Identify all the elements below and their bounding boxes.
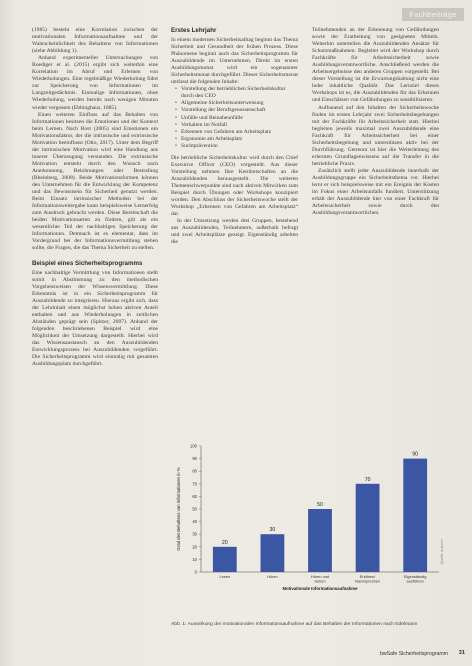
page-number: 31 (458, 650, 465, 656)
x-tick-label: Lesen (219, 574, 231, 579)
y-tick-label: 90 (192, 456, 197, 462)
paragraph: Eine nachhaltige Vermittlung von Informationen stellt somit in Abstimmung zu den methodischen Vorgehensweisen der Wissensvermittlung. Diese Erkenntnis ist in ein Sicherheitsprogramm für Auszubildende zu integrieren. Hieraus ergibt sich, dass der Lehrinhalt einen möglichst hohen aktiven Anteil enthalten und aus Wiederholungen in zeitlichen Abständen geprägt sein (Spitzer, 2007). Anhand der folgenden beschriebenen Beispiel wird eine Möglichkeit der Umsetzung dargestellt. Hierbei wird das Wissensaustausch an den Auszubildenden Entwicklungsprozess bei Auszubildenden vorgeführt. Die Sicherheitsprogramm wird einmalig mit gesamten Ausbildungsplatz durchgeführt. (32, 269, 158, 368)
paragraph: In der Umsetzung werden drei Gruppen, bestehend aus Auszubildenden, Teilnehmern, außerhalb befragt und zwei Arbeitsplätze gezeigt. Eigenständig arbeiten die (171, 218, 298, 246)
paragraph: In einem modernen Sicherheitsalltag beginnt das Thema Sicherheit und Gesundheit der frühen Prozess. Diese Phänomene beginnt auch das Sicherheitsprogramm für Auszubildende im Unternehmen. Direkt im ersten Ausbildungsmonat wird ein sogenannter Sicherheitsmonat durchgeführt. Dieser Sicherheitsmonat umfasst die folgenden Inhalte: (171, 37, 298, 86)
section-heading: Beispiel eines Sicherheitsprogramms (32, 259, 143, 267)
paragraph: Einen weiteren Einfluss auf das Behalten von Informationen besitzen die Emotionen und der Kontext beim Lernen. Nach Rost (2005) sind Emotionen ein Motivationsfaktor, der die intrinsische und extrinsische Motivation beeinflusst (Otto, 2017). Unter dem Begriff der intrinsischen Motivation wird eine Handlung aus innerer Überzeugung verstanden. Die extrinsische Motivation entsteht durch den Wunsch nach Anerkennung, Belohnungen oder Bestrafung (Rheinberg, 2008). Beide Motivationsformen können den Unternehmen für die Entwicklung der Kompetenz und das Bewusstsein für Sicherheit genutzt werden. Beim Einsatz intrinsischer Methoden bei der Informationsweitergabe kann beispielsweise Lernerfolg zum Ausdruck gebracht werden. Diese Bereitschaft die beiden Motivationsarten zu fördern, gilt als ein wesentlicher Teil der nachhaltigen Speicherung der Informationen. Demnach ist es elementar, dass im Vordergrund bei der Informationsvermittlung stehen sollte, die Fragen, die das Thema Sicherheit zu stellen. (32, 111, 158, 252)
paragraph: Die betriebliche Sicherheitskultur wird durch den Chief Executive Officer (CEO) vorgestellt. Aus dieser Vorstellung nehmen Ihre Kernbotschaften an die Auszubildenden herausgestellt. Die weiteren Themenschwerpunkte sind nach aktiven Mitwirken zum Beispiel durch Übungen oder Workshops konzipiert worden. Den Abschluss der Sicherheitswoche stellt der Workshop „Erkennen von Gefahren am Arbeitsplatz“ dar. (171, 154, 298, 218)
list-item: • Unfälle und Beinaheunfälle (175, 115, 298, 122)
bar-value-label: 50 (317, 502, 323, 508)
bar-value-label: 30 (269, 527, 276, 534)
bar-value-label: 90 (412, 451, 419, 458)
figure-caption: Abb. 1: Auswirkung der motivationalen Informationsaufnahme auf das Behalten der Informationen nach Edelmann (171, 622, 418, 627)
column-3 (312, 27, 439, 217)
image-credit: Quelle: Autoren (440, 539, 444, 564)
paragraph: Zusätzlich stellt jeder Auszubildende innerhalb der Ausbildungsgruppe ein Sicherheitsthema vor. Hierbei lernt er sich beispielsweise mit ein Ereignis der Kosten im Fokus einer Arbeitsunfalls fundiert. Unterstützung erhält der Auszubildende hier von einer Fachkraft für Arbeitssicherheit sowie durch den Ausbildungsverantwortlichen. (312, 167, 439, 217)
list-item: • Suchtprävention (175, 143, 298, 150)
column-1 (32, 27, 158, 368)
list-item: • Verhalten im Notfall (175, 122, 298, 129)
x-tick-label: Nachsprechen (355, 578, 381, 584)
x-tick-label: Hören und (310, 574, 330, 579)
y-tick-label: 60 (192, 493, 197, 499)
bar (356, 484, 380, 572)
list-item: • Erkennen von Gefahren am Arbeitsplatz (175, 129, 298, 136)
section-label: Fachbeiträge (402, 8, 464, 21)
x-tick-label: Sehen (314, 578, 326, 584)
bar-chart (171, 438, 446, 600)
y-tick-label: 20 (192, 544, 197, 550)
bullet-list (175, 86, 298, 149)
y-axis-title: Grad des Behaltens von Informationen in % (176, 467, 181, 551)
bar-value-label: 70 (364, 476, 371, 483)
list-item: • Vorstellung der Berufsgenossenschaft (175, 107, 298, 114)
y-tick-label: 100 (190, 443, 197, 449)
paragraph: Teilnehmenden an der Erkennung von Gefährdungen sowie der Erarbeitung von geeigneten Mitteln. Weiterhin unterteilen die Auszubildenden Ansätze für Schutzmaßnahmen. Begleitet wird der Workshop durch Fachkräfte für Arbeitssicherheit sowie Ausbildungsverantwortliche. Anschließend werden die Arbeitsergebnisse den anderen Gruppen vorgestellt. Bei dieser Vorstellung ist die Erwartungshaltung nicht eine hohe inhaltliche Qualität. Das Lernziel dieses Workshops ist es, die Auszubildenden für das Erkennen und Einschätzen von Gefährdungen zu sensibilisieren. (312, 27, 439, 104)
x-tick-label: Eigenständig (403, 574, 427, 579)
footer-title: bwSafe Sicherheitsprogramm (379, 651, 448, 657)
list-item: • Allgemeine Sicherheitsunterweisung (175, 100, 298, 107)
paragraph: Aufbauend auf den Inhalten der Sicherheitswoche finden im ersten Lehrjahr zwei Sicherheitsbegehungen mit der Fachkräfte für Arbeitssicherheit statt. Hierbei begleiten jeweils maximal zwei Auszubildende eine Fachkraft für Arbeitssicherheit bei einer Sicherheitsbegehung und unterstützen aktiv bei der Durchführung. Getrennt ist hier die Weiterleitung des erlernten Grundlagenwissens auf die Transfer in die betriebliche Praxis. (312, 104, 439, 167)
bar (213, 547, 237, 572)
paragraph: (1985) besteht eine Korrelation zwischen der motivationalen Informationsaufnahme und der Wahrscheinlichkeit des Behaltens von Informationen (siehe Abbildung 1). (32, 27, 158, 55)
paragraph: Anhand experimenteller Untersuchungen von Roediger et al. (2015) ergibt sich weiterhin eine Korrelation im Abruf und Erlernen von Wiederholungen. Eine regelmäßige Wiederholung führt zur Speicherung von Informationen im Langzeitgedächtnis. Einmalige Informationen, ohne Wiederholung, werden bereits nach wenigen Minuten wieder vergessen (Ebbinghaus, 1885). (32, 55, 158, 111)
column-2 (171, 27, 298, 246)
x-tick-label: Erklären/ (359, 574, 376, 579)
bar (308, 509, 332, 572)
y-tick-label: 80 (192, 468, 197, 474)
list-item: • Ergonomie am Arbeitsplatz (175, 136, 298, 143)
bar (403, 459, 427, 572)
bar-value-label: 20 (221, 539, 228, 546)
bar (261, 534, 285, 572)
y-tick-label: 10 (192, 556, 197, 562)
y-tick-label: 70 (192, 481, 197, 487)
y-tick-label: 50 (192, 506, 197, 512)
list-item: • Vorstellung der betrieblichen Sicherheitskultur durch den CEO (175, 86, 298, 100)
y-tick-label: 40 (192, 519, 197, 525)
chart-svg (171, 438, 446, 600)
y-tick-label: 30 (192, 531, 197, 537)
x-tick-label: ausführen (406, 578, 424, 584)
section-heading: Erstes Lehrjahr (171, 27, 217, 34)
x-tick-label: Hören (267, 574, 278, 579)
y-tick-label: 0 (194, 569, 197, 575)
x-axis-title: Motivationale Informationsaufnahme (282, 586, 358, 591)
